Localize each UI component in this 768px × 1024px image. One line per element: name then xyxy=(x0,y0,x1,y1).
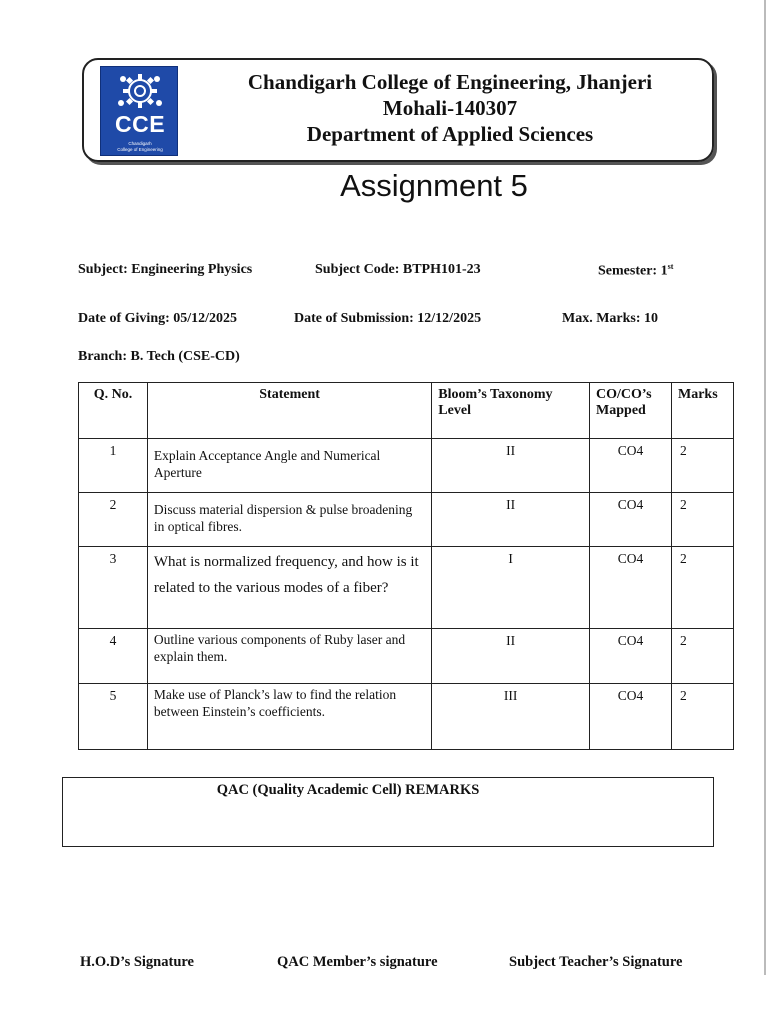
qac-remarks-title: QAC (Quality Academic Cell) REMARKS xyxy=(216,782,480,798)
marks-cell: 2 xyxy=(672,493,734,547)
qno-cell: 2 xyxy=(79,493,148,547)
logo-text: CCE xyxy=(114,111,166,137)
table-row xyxy=(79,493,734,547)
qno-cell: 5 xyxy=(79,684,148,750)
qac-remarks-box xyxy=(62,777,714,847)
qno-cell: 4 xyxy=(79,629,148,684)
qno-cell: 1 xyxy=(79,439,148,493)
subject-label: Subject: Engineering Physics xyxy=(78,262,253,277)
marks-cell: 2 xyxy=(672,547,734,629)
blooms-cell: II xyxy=(432,439,590,493)
header-qno: Q. No. xyxy=(79,383,148,439)
subject-code-label: Subject Code: BTPH101-23 xyxy=(315,262,481,277)
header-statement: Statement xyxy=(147,383,431,439)
statement-cell: Make use of Planck’s law to find the relation between Einstein’s coefficients. xyxy=(147,684,431,750)
blooms-cell: II xyxy=(432,629,590,684)
semester-label xyxy=(598,262,673,280)
logo-subtext: Chandigarh xyxy=(128,141,152,146)
college-name: Chandigarh College of Engineering, Jhanjeri xyxy=(247,70,653,94)
co-cell: CO4 xyxy=(590,493,672,547)
statement-cell: Discuss material dispersion & pulse broadening in optical fibres. xyxy=(147,493,431,547)
marks-cell: 2 xyxy=(672,629,734,684)
table-row xyxy=(79,547,734,629)
statement-cell: Outline various components of Ruby laser and explain them. xyxy=(147,629,431,684)
table-row xyxy=(79,684,734,750)
co-cell: CO4 xyxy=(590,684,672,750)
header-co: CO/CO’s Mapped xyxy=(590,383,672,439)
blooms-cell: III xyxy=(432,684,590,750)
assignment-title: Assignment 5 xyxy=(340,168,528,203)
blooms-cell: I xyxy=(432,547,590,629)
semester-value: Semester: 1 xyxy=(598,263,668,279)
college-logo xyxy=(100,66,178,156)
logo-subtext: College of Engineering xyxy=(117,147,163,152)
blooms-cell: II xyxy=(432,493,590,547)
date-of-giving: Date of Giving: 05/12/2025 xyxy=(78,311,238,326)
qno-cell: 3 xyxy=(79,547,148,629)
marks-cell: 2 xyxy=(672,684,734,750)
page-edge-line xyxy=(764,0,766,975)
table-header-row xyxy=(79,383,734,439)
marks-cell: 2 xyxy=(672,439,734,493)
header-marks: Marks xyxy=(672,383,734,439)
co-cell: CO4 xyxy=(590,547,672,629)
department-name: Department of Applied Sciences xyxy=(306,122,594,146)
college-address: Mohali-140307 xyxy=(382,96,518,120)
co-cell: CO4 xyxy=(590,629,672,684)
semester-suffix: st xyxy=(667,262,674,271)
hod-signature: H.O.D’s Signature xyxy=(80,954,194,970)
questions-table xyxy=(78,382,734,750)
co-cell: CO4 xyxy=(590,439,672,493)
subject-teacher-signature: Subject Teacher’s Signature xyxy=(509,954,683,970)
table-row xyxy=(79,439,734,493)
gear-emblem-icon xyxy=(101,67,179,115)
branch-label: Branch: B. Tech (CSE-CD) xyxy=(78,349,240,364)
date-of-submission: Date of Submission: 12/12/2025 xyxy=(294,311,482,326)
max-marks: Max. Marks: 10 xyxy=(562,311,659,326)
table-row xyxy=(79,629,734,684)
statement-cell: What is normalized frequency, and how is it related to the various modes of a fiber? xyxy=(147,547,431,629)
statement-cell: Explain Acceptance Angle and Numerical Aperture xyxy=(147,439,431,493)
header-blooms: Bloom’s Taxonomy Level xyxy=(432,383,590,439)
qac-member-signature: QAC Member’s signature xyxy=(277,954,438,970)
